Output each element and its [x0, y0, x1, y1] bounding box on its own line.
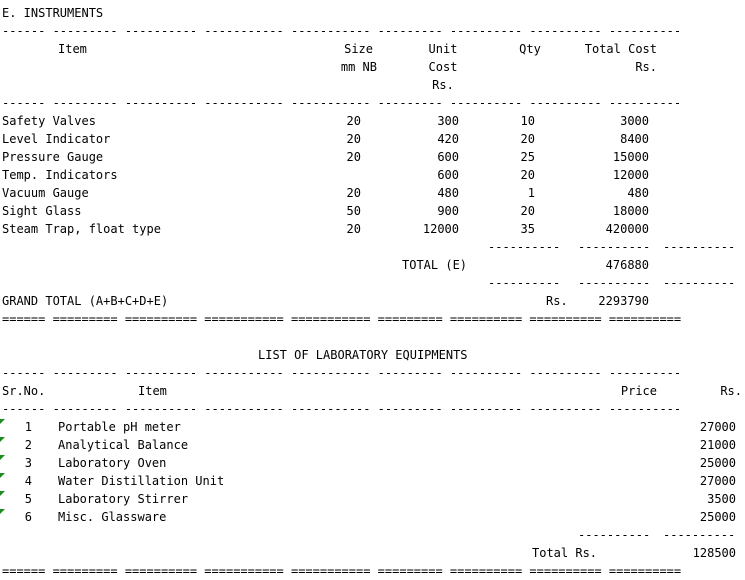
instrument-total-cost: 8400 [620, 132, 649, 146]
instrument-total-cost: 3000 [620, 114, 649, 128]
column-header-price: Price [620, 384, 657, 398]
divider-dashed: ---------- [663, 528, 736, 542]
instrument-item: Level Indicator [2, 132, 111, 146]
instrument-size: 20 [346, 114, 361, 128]
lab-price: 25000 [699, 456, 736, 470]
instrument-qty: 10 [520, 114, 535, 128]
lab-price: 27000 [699, 420, 736, 434]
total-e-label: TOTAL (E) [402, 258, 468, 272]
instrument-total-cost: 12000 [612, 168, 649, 182]
instrument-item: Safety Valves [2, 114, 96, 128]
lab-price: 21000 [699, 438, 736, 452]
instrument-size [318, 166, 361, 184]
cell-comment-flag-icon [0, 437, 5, 442]
lab-item: Analytical Balance [58, 438, 189, 452]
instrument-item: Temp. Indicators [2, 168, 118, 182]
divider-dashed: ---------- [488, 276, 561, 290]
lab-srno: 1 [24, 420, 32, 434]
instrument-size: 20 [346, 222, 361, 236]
divider-dashed: ---------- [578, 276, 651, 290]
cell-comment-flag-icon [0, 419, 5, 424]
column-header-cost: Cost [428, 60, 458, 74]
column-header-total-cost: Total Cost [584, 42, 657, 56]
lab-srno: 5 [24, 492, 32, 506]
lab-item: Water Distillation Unit [58, 474, 225, 488]
instrument-total-cost: 18000 [612, 204, 649, 218]
instrument-item: Pressure Gauge [2, 150, 104, 164]
divider-dashed: ---------- [578, 528, 651, 542]
instrument-qty: 20 [520, 168, 535, 182]
lab-item: Portable pH meter [58, 420, 181, 434]
divider-dashed: ---------- [663, 276, 736, 290]
instrument-qty: 1 [527, 186, 535, 200]
column-header-srno: Sr.No. [2, 384, 46, 398]
lab-srno: 3 [24, 456, 32, 470]
instrument-qty: 35 [520, 222, 535, 236]
instrument-qty: 25 [520, 150, 535, 164]
column-header-size: Size [344, 42, 373, 56]
instrument-item: Vacuum Gauge [2, 186, 89, 200]
column-header-price-currency: Rs. [720, 384, 742, 398]
instrument-unit-cost: 300 [437, 114, 459, 128]
lab-total-value: 128500 [692, 546, 736, 560]
divider-dashed: ------ --------- ---------- ----------- ----------- --------- ---------- ---------- ---------- [2, 366, 682, 380]
instrument-total-cost: 420000 [605, 222, 649, 236]
instrument-item: Sight Glass [2, 204, 82, 218]
divider-dashed: ---------- [488, 240, 561, 254]
column-header-total-currency: Rs. [635, 60, 657, 74]
column-header-qty: Qty [519, 42, 541, 56]
grand-total-currency: Rs. [546, 294, 568, 308]
instrument-unit-cost: 420 [437, 132, 459, 146]
instrument-size: 20 [346, 132, 361, 146]
grand-total-label: GRAND TOTAL (A+B+C+D+E) [2, 294, 169, 308]
instrument-size: 50 [346, 204, 361, 218]
lab-item: Laboratory Oven [58, 456, 167, 470]
divider-dashed: ------ --------- ---------- ----------- ----------- --------- ---------- ---------- ---------- [2, 402, 682, 416]
instrument-unit-cost: 480 [437, 186, 459, 200]
instrument-unit-cost: 12000 [422, 222, 459, 236]
cell-comment-flag-icon [0, 455, 5, 460]
lab-list-title: LIST OF LABORATORY EQUIPMENTS [258, 348, 468, 362]
grand-total-value: 2293790 [598, 294, 649, 308]
cell-comment-flag-icon [0, 473, 5, 478]
lab-price: 25000 [699, 510, 736, 524]
cell-comment-flag-icon [0, 491, 5, 496]
divider-dashed: ---------- [578, 240, 651, 254]
instrument-size: 20 [346, 150, 361, 164]
instrument-total-cost: 15000 [612, 150, 649, 164]
divider-dashed: ------ --------- ---------- ----------- ----------- --------- ---------- ---------- ---------- [2, 96, 682, 110]
lab-price: 27000 [699, 474, 736, 488]
column-header-unit: Unit [428, 42, 458, 56]
lab-srno: 4 [24, 474, 32, 488]
instrument-item: Steam Trap, float type [2, 222, 161, 236]
lab-srno: 2 [24, 438, 32, 452]
instrument-size: 20 [346, 186, 361, 200]
instrument-qty: 20 [520, 204, 535, 218]
lab-item: Laboratory Stirrer [58, 492, 189, 506]
cell-comment-flag-icon [0, 509, 5, 514]
instrument-qty: 20 [520, 132, 535, 146]
column-header-item: Item [58, 42, 87, 56]
column-header-size-unit: mm NB [340, 60, 377, 74]
lab-item: Misc. Glassware [58, 510, 167, 524]
divider-dashed: ------ --------- ---------- ----------- ----------- --------- ---------- ---------- ---------- [2, 24, 682, 38]
instrument-unit-cost: 600 [437, 150, 459, 164]
lab-total-label: Total Rs. [532, 546, 598, 560]
instrument-total-cost: 480 [627, 186, 649, 200]
lab-srno: 6 [24, 510, 32, 524]
section-e-heading: E. INSTRUMENTS [2, 6, 104, 20]
instrument-unit-cost: 600 [437, 168, 459, 182]
divider-double: ====== ========= ========== =========== =========== ========= ========== ========== ========== [2, 564, 682, 578]
column-header-item: Item [138, 384, 167, 398]
divider-dashed: ---------- [663, 240, 736, 254]
column-header-cost-currency: Rs. [432, 78, 454, 92]
divider-double: ====== ========= ========== =========== =========== ========= ========== ========== ========== [2, 312, 682, 326]
lab-price: 3500 [707, 492, 736, 506]
instrument-unit-cost: 900 [437, 204, 459, 218]
total-e-value: 476880 [605, 258, 649, 272]
